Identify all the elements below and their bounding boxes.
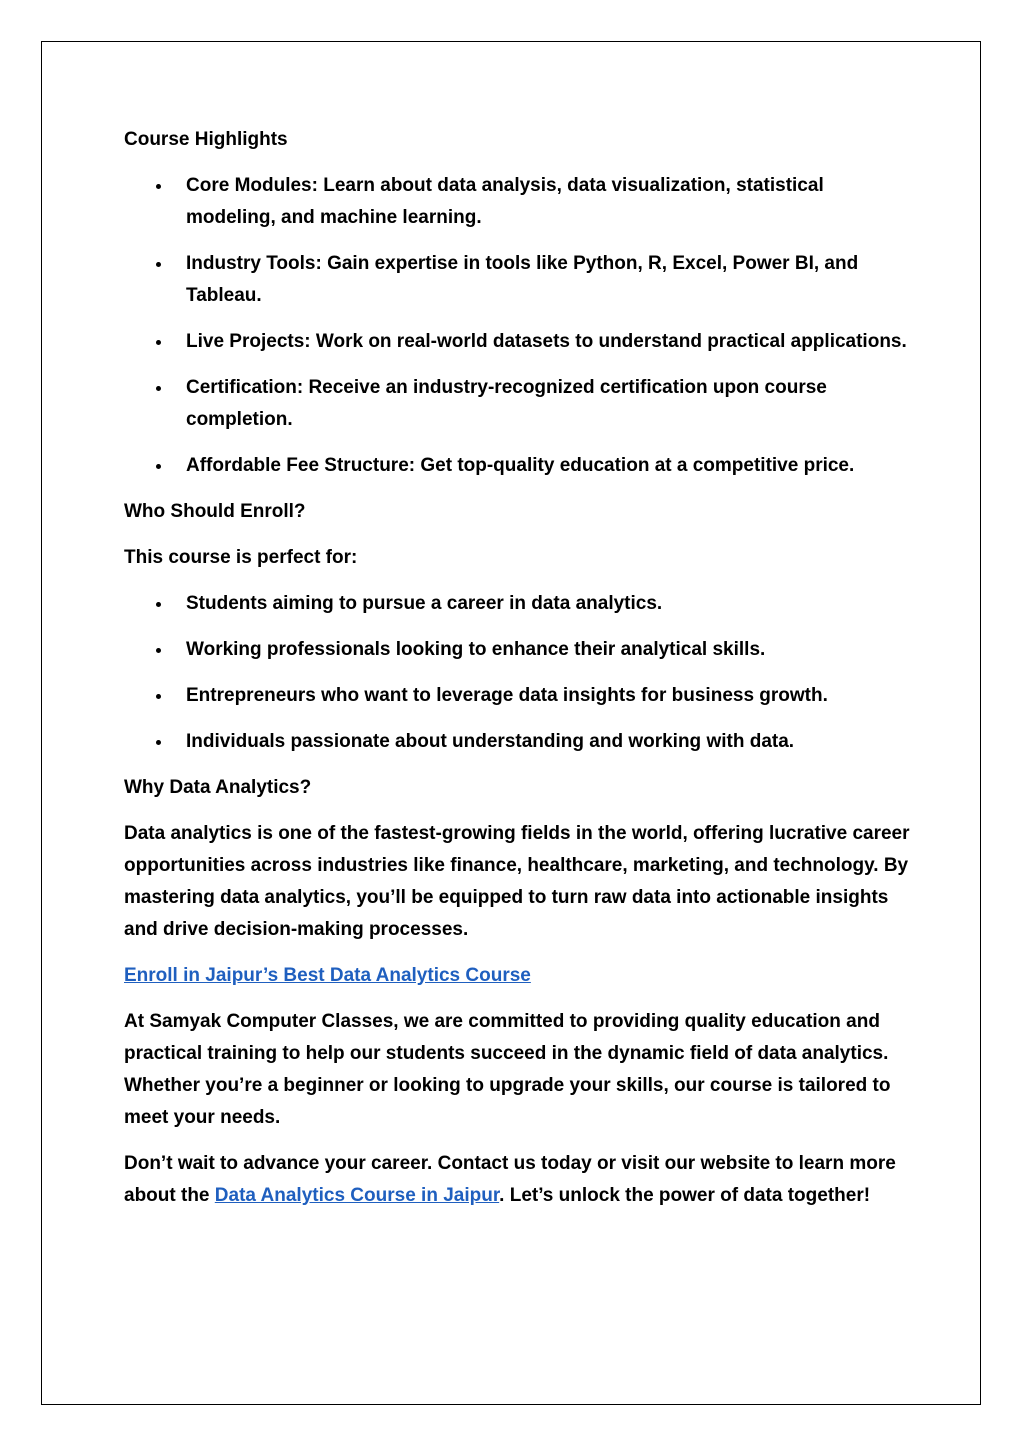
- why-data-analytics-heading: Why Data Analytics?: [124, 777, 312, 798]
- enroll-course-link[interactable]: Enroll in Jaipur’s Best Data Analytics Course: [124, 965, 531, 986]
- audience-list: [124, 588, 914, 758]
- list-item: [124, 726, 914, 758]
- samyak-paragraph: At Samyak Computer Classes, we are committed to providing quality education and practical training to help our students succeed in the dynamic field of data analytics. Whether you’re a beginner or looking to upgrade your skills, our course is tailored to meet your needs.: [124, 1011, 891, 1128]
- list-item-text: Core Modules: Learn about data analysis, data visualization, statistical modeling, and machine learning.: [186, 175, 824, 228]
- list-item: [124, 588, 914, 620]
- list-item-text: Live Projects: Work on real-world datasets to understand practical applications.: [186, 331, 907, 352]
- list-item-text: Industry Tools: Gain expertise in tools like Python, R, Excel, Power BI, and Tableau.: [186, 253, 859, 306]
- enroll-intro: This course is perfect for:: [124, 547, 358, 568]
- bullet-icon: [156, 740, 161, 745]
- bullet-icon: [156, 694, 161, 699]
- course-highlights-list: [124, 170, 914, 482]
- list-item: [124, 170, 914, 234]
- enroll-link-paragraph: [124, 960, 914, 992]
- document-page: [41, 41, 981, 1405]
- course-jaipur-link[interactable]: Data Analytics Course in Jaipur: [214, 1185, 500, 1206]
- bullet-icon: [156, 464, 161, 469]
- bullet-icon: [156, 340, 161, 345]
- list-item: [124, 680, 914, 712]
- closing-text-before: Don’t wait to advance your career. Contact us today or visit our website to learn more about the: [124, 1153, 896, 1206]
- list-item: [124, 248, 914, 312]
- closing-paragraph: [124, 1148, 914, 1212]
- list-item: [124, 450, 914, 482]
- list-item-text: Working professionals looking to enhance their analytical skills.: [186, 639, 766, 660]
- list-item-text: Entrepreneurs who want to leverage data insights for business growth.: [186, 685, 828, 706]
- list-item-text: Individuals passionate about understanding and working with data.: [186, 731, 795, 752]
- bullet-icon: [156, 648, 161, 653]
- list-item: [124, 634, 914, 666]
- list-item-text: Certification: Receive an industry-recognized certification upon course completion.: [186, 377, 827, 430]
- document-content: [124, 124, 914, 1226]
- bullet-icon: [156, 602, 161, 607]
- list-item: [124, 326, 914, 358]
- who-should-enroll-heading: Who Should Enroll?: [124, 501, 306, 522]
- list-item-text: Affordable Fee Structure: Get top-quality education at a competitive price.: [186, 455, 855, 476]
- why-data-analytics-body: Data analytics is one of the fastest-growing fields in the world, offering lucrative career opportunities across industries like finance, healthcare, marketing, and technology. By mastering data analytics, you’ll be equipped to turn raw data into actionable insights and drive decision-making processes.: [124, 823, 910, 940]
- list-item: [124, 372, 914, 436]
- list-item-text: Students aiming to pursue a career in data analytics.: [186, 593, 663, 614]
- bullet-icon: [156, 262, 161, 267]
- bullet-icon: [156, 386, 161, 391]
- bullet-icon: [156, 184, 161, 189]
- closing-text-after: . Let’s unlock the power of data together!: [499, 1185, 871, 1206]
- course-highlights-heading: Course Highlights: [124, 129, 288, 150]
